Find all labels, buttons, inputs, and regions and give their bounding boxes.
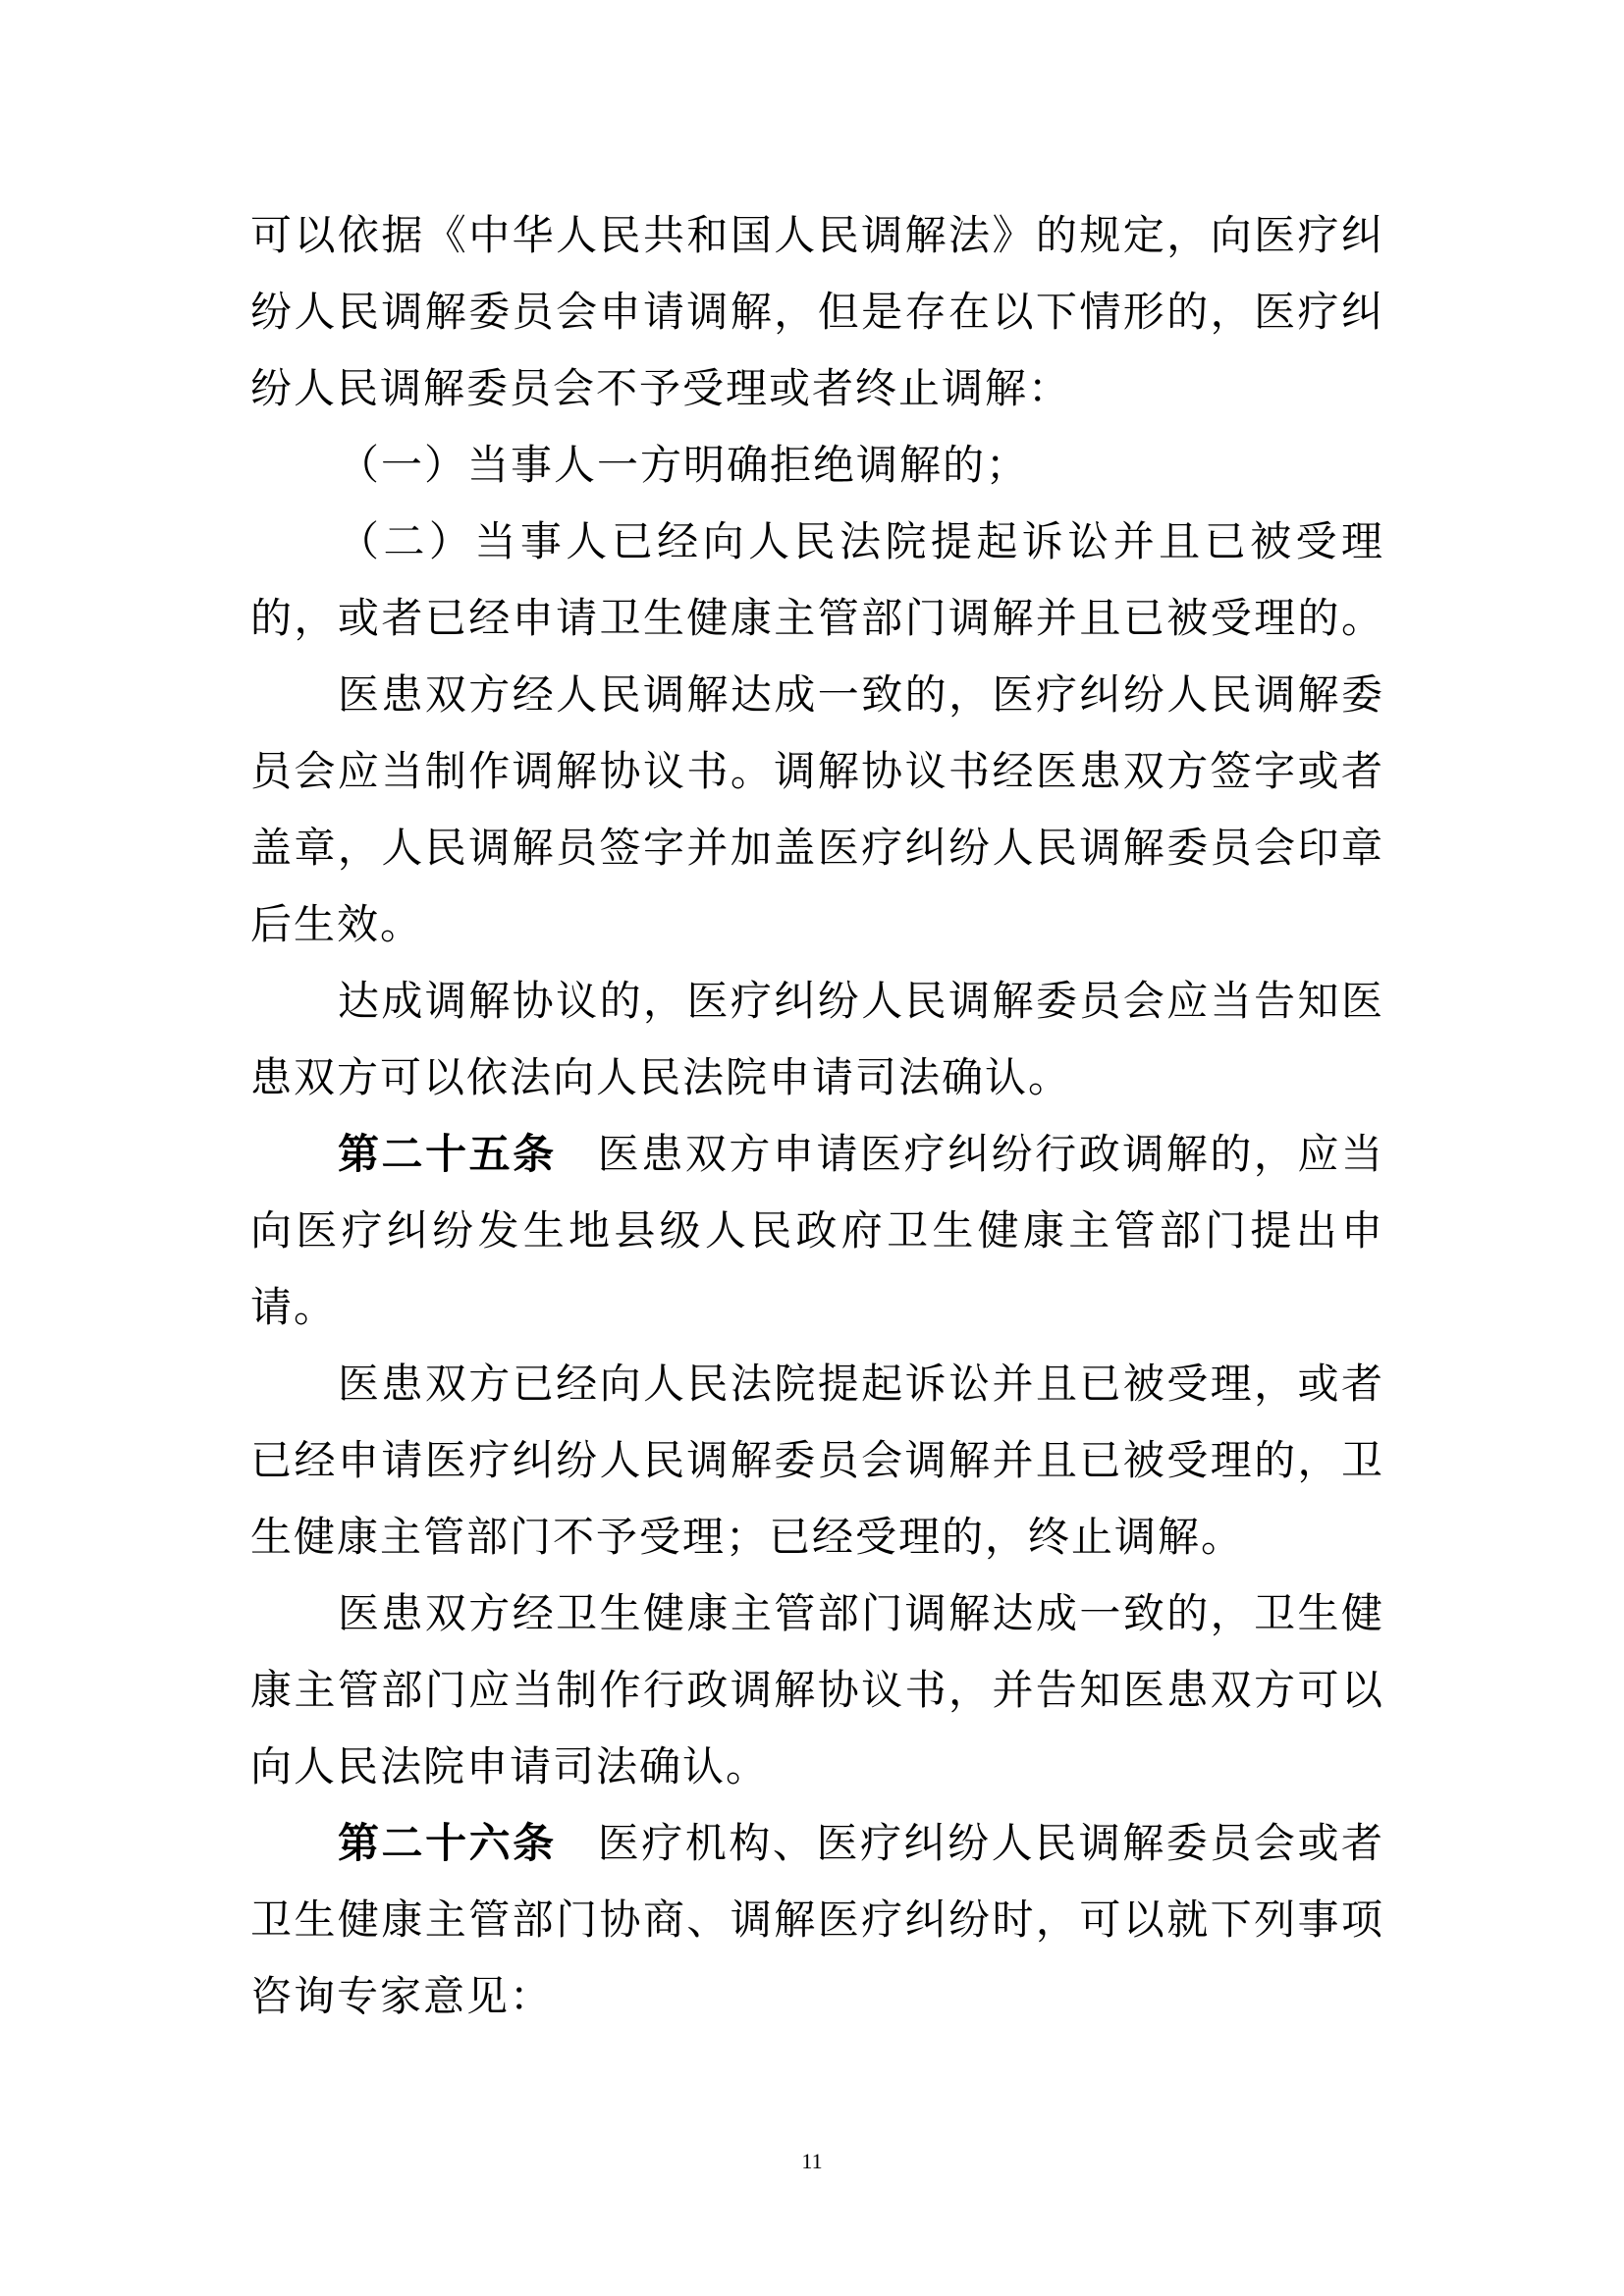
text-line: （二）当事人已经向人民法院提起诉讼并且已被受理 [338, 517, 1384, 565]
text-line: 员会应当制作调解协议书。调解协议书经医患双方签字或者 [250, 747, 1384, 795]
text-line: 达成调解协议的，医疗纠纷人民调解委员会应当告知医 [338, 977, 1384, 1025]
text-line: 可以依据《中华人民共和国人民调解法》的规定，向医疗纠 [250, 211, 1384, 259]
text-line: 医患双方经卫生健康主管部门调解达成一致的，卫生健 [338, 1589, 1384, 1637]
text-line: （一）当事人一方明确拒绝调解的； [338, 441, 1030, 489]
text-line: 盖章，人民调解员签字并加盖医疗纠纷人民调解委员会印章 [250, 824, 1384, 872]
text-line: 纷人民调解委员会不予受理或者终止调解： [250, 364, 1072, 412]
text-line [250, 1116, 1384, 1193]
list-item [250, 427, 1384, 504]
text-line: 医患双方经人民调解达成一致的，医疗纠纷人民调解委 [338, 670, 1384, 719]
text-line: 后生效。 [250, 900, 424, 948]
paragraph [250, 657, 1384, 963]
text-line: 向人民法院申请司法确认。 [250, 1742, 770, 1790]
text-line: 纷人民调解委员会申请调解，但是存在以下情形的，医疗纠 [250, 288, 1384, 336]
paragraph [250, 963, 1384, 1116]
text-line: 的，或者已经申请卫生健康主管部门调解并且已被受理的。 [250, 594, 1384, 642]
text-line: 康主管部门应当制作行政调解协议书，并告知医患双方可以 [250, 1666, 1384, 1714]
text-line: 请。 [250, 1283, 338, 1331]
paragraph [250, 1575, 1384, 1805]
article-paragraph [250, 1805, 1384, 2035]
list-item [250, 504, 1384, 657]
body-text [250, 197, 1384, 2035]
text-line: 咨询专家意见： [250, 1972, 554, 2020]
article-paragraph [250, 1116, 1384, 1346]
text-line: 卫生健康主管部门协商、调解医疗纠纷时，可以就下列事项 [250, 1896, 1384, 1944]
paragraph [250, 1346, 1384, 1575]
text-line: 向医疗纠纷发生地县级人民政府卫生健康主管部门提出申 [250, 1206, 1384, 1255]
page-number: 11 [801, 2149, 823, 2173]
text-line: 患双方可以依法向人民法院申请司法确认。 [250, 1053, 1072, 1101]
text-line: 医患双方已经向人民法院提起诉讼并且已被受理，或者 [338, 1360, 1384, 1408]
text-line: 生健康主管部门不予受理；已经受理的，终止调解。 [250, 1513, 1245, 1561]
article-number: 第二十五条 [338, 1130, 557, 1178]
text-line: 已经申请医疗纠纷人民调解委员会调解并且已被受理的，卫 [250, 1436, 1384, 1484]
paragraph [250, 197, 1384, 427]
text-line-content: 医疗机构、医疗纠纷人民调解委员会或者 [597, 1819, 1384, 1867]
article-number: 第二十六条 [338, 1819, 557, 1867]
text-line [250, 1805, 1384, 1882]
text-line-content: 医患双方申请医疗纠纷行政调解的，应当 [597, 1130, 1384, 1178]
